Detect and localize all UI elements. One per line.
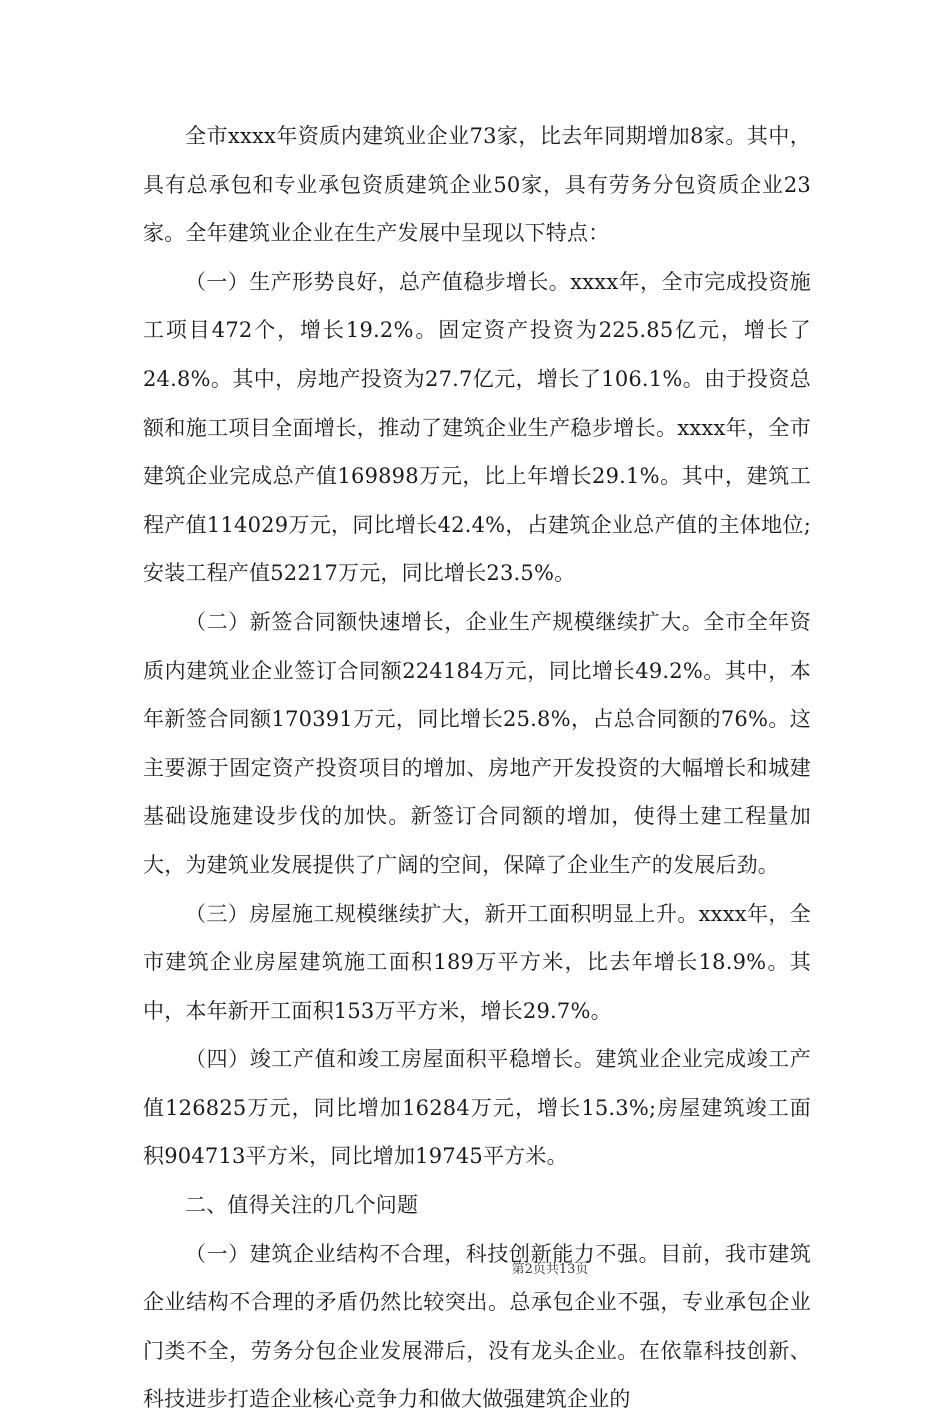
document-body <box>143 112 811 1424</box>
paragraph-section-4: （四）竣工产值和竣工房屋面积平稳增长。建筑业企业完成竣工产值126825万元，同比增加16284万元，增长15.3%;房屋建筑竣工面积904713平方米，同比增加19745平方米。 <box>143 1047 811 1169</box>
paragraph-section-1: （一）生产形势良好，总产值稳步增长。xxxx年，全市完成投资施工项目472个，增长19.2%。固定资产投资为225.85亿元，增长了24.8%。其中，房地产投资为27.7亿元，增长了106.1%。由于投资总额和施工项目全面增长，推动了建筑企业生产稳步增长。xxxx年，全市建筑企业完成总产值169898万元，比上年增长29.1%。其中，建筑工程产值114029万元，同比增长42.4%，占建筑企业总产值的主体地位;安装工程产值52217万元，同比增长23.5%。 <box>143 269 811 586</box>
paragraph-intro: 全市xxxx年资质内建筑业企业73家，比去年同期增加8家。其中，具有总承包和专业承包资质建筑企业50家，具有劳务分包资质企业23家。全年建筑业企业在生产发展中呈现以下特点： <box>143 124 811 246</box>
section-heading-issues: 二、值得关注的几个问题 <box>185 1193 419 1218</box>
paragraph-section-2: （二）新签合同额快速增长，企业生产规模继续扩大。全市全年资质内建筑业企业签订合同额224184万元，同比增长49.2%。其中，本年新签合同额170391万元，同比增长25.8%，占总合同额的76%。这主要源于固定资产投资项目的增加、房地产开发投资的大幅增长和城建基础设施建设步伐的加快。新签订合同额的增加，使得土建工程量加大，为建筑业发展提供了广阔的空间，保障了企业生产的发展后劲。 <box>143 609 811 877</box>
paragraph-issue-1: （一）建筑企业结构不合理，科技创新能力不强。目前，我市建筑企业结构不合理的矛盾仍然比较突出。总承包企业不强，专业承包企业门类不全，劳务分包企业发展滞后，没有龙头企业。在依靠科技创新、科技进步打造企业核心竞争力和做大做强建筑企业的 <box>143 1241 811 1412</box>
page-number-footer: 第2页共13页 <box>511 1262 589 1277</box>
paragraph-section-3: （三）房屋施工规模继续扩大，新开工面积明显上升。xxxx年，全市建筑企业房屋建筑施工面积189万平方米，比去年增长18.9%。其中，本年新开工面积153万平方米，增长29.7%。 <box>143 901 811 1023</box>
